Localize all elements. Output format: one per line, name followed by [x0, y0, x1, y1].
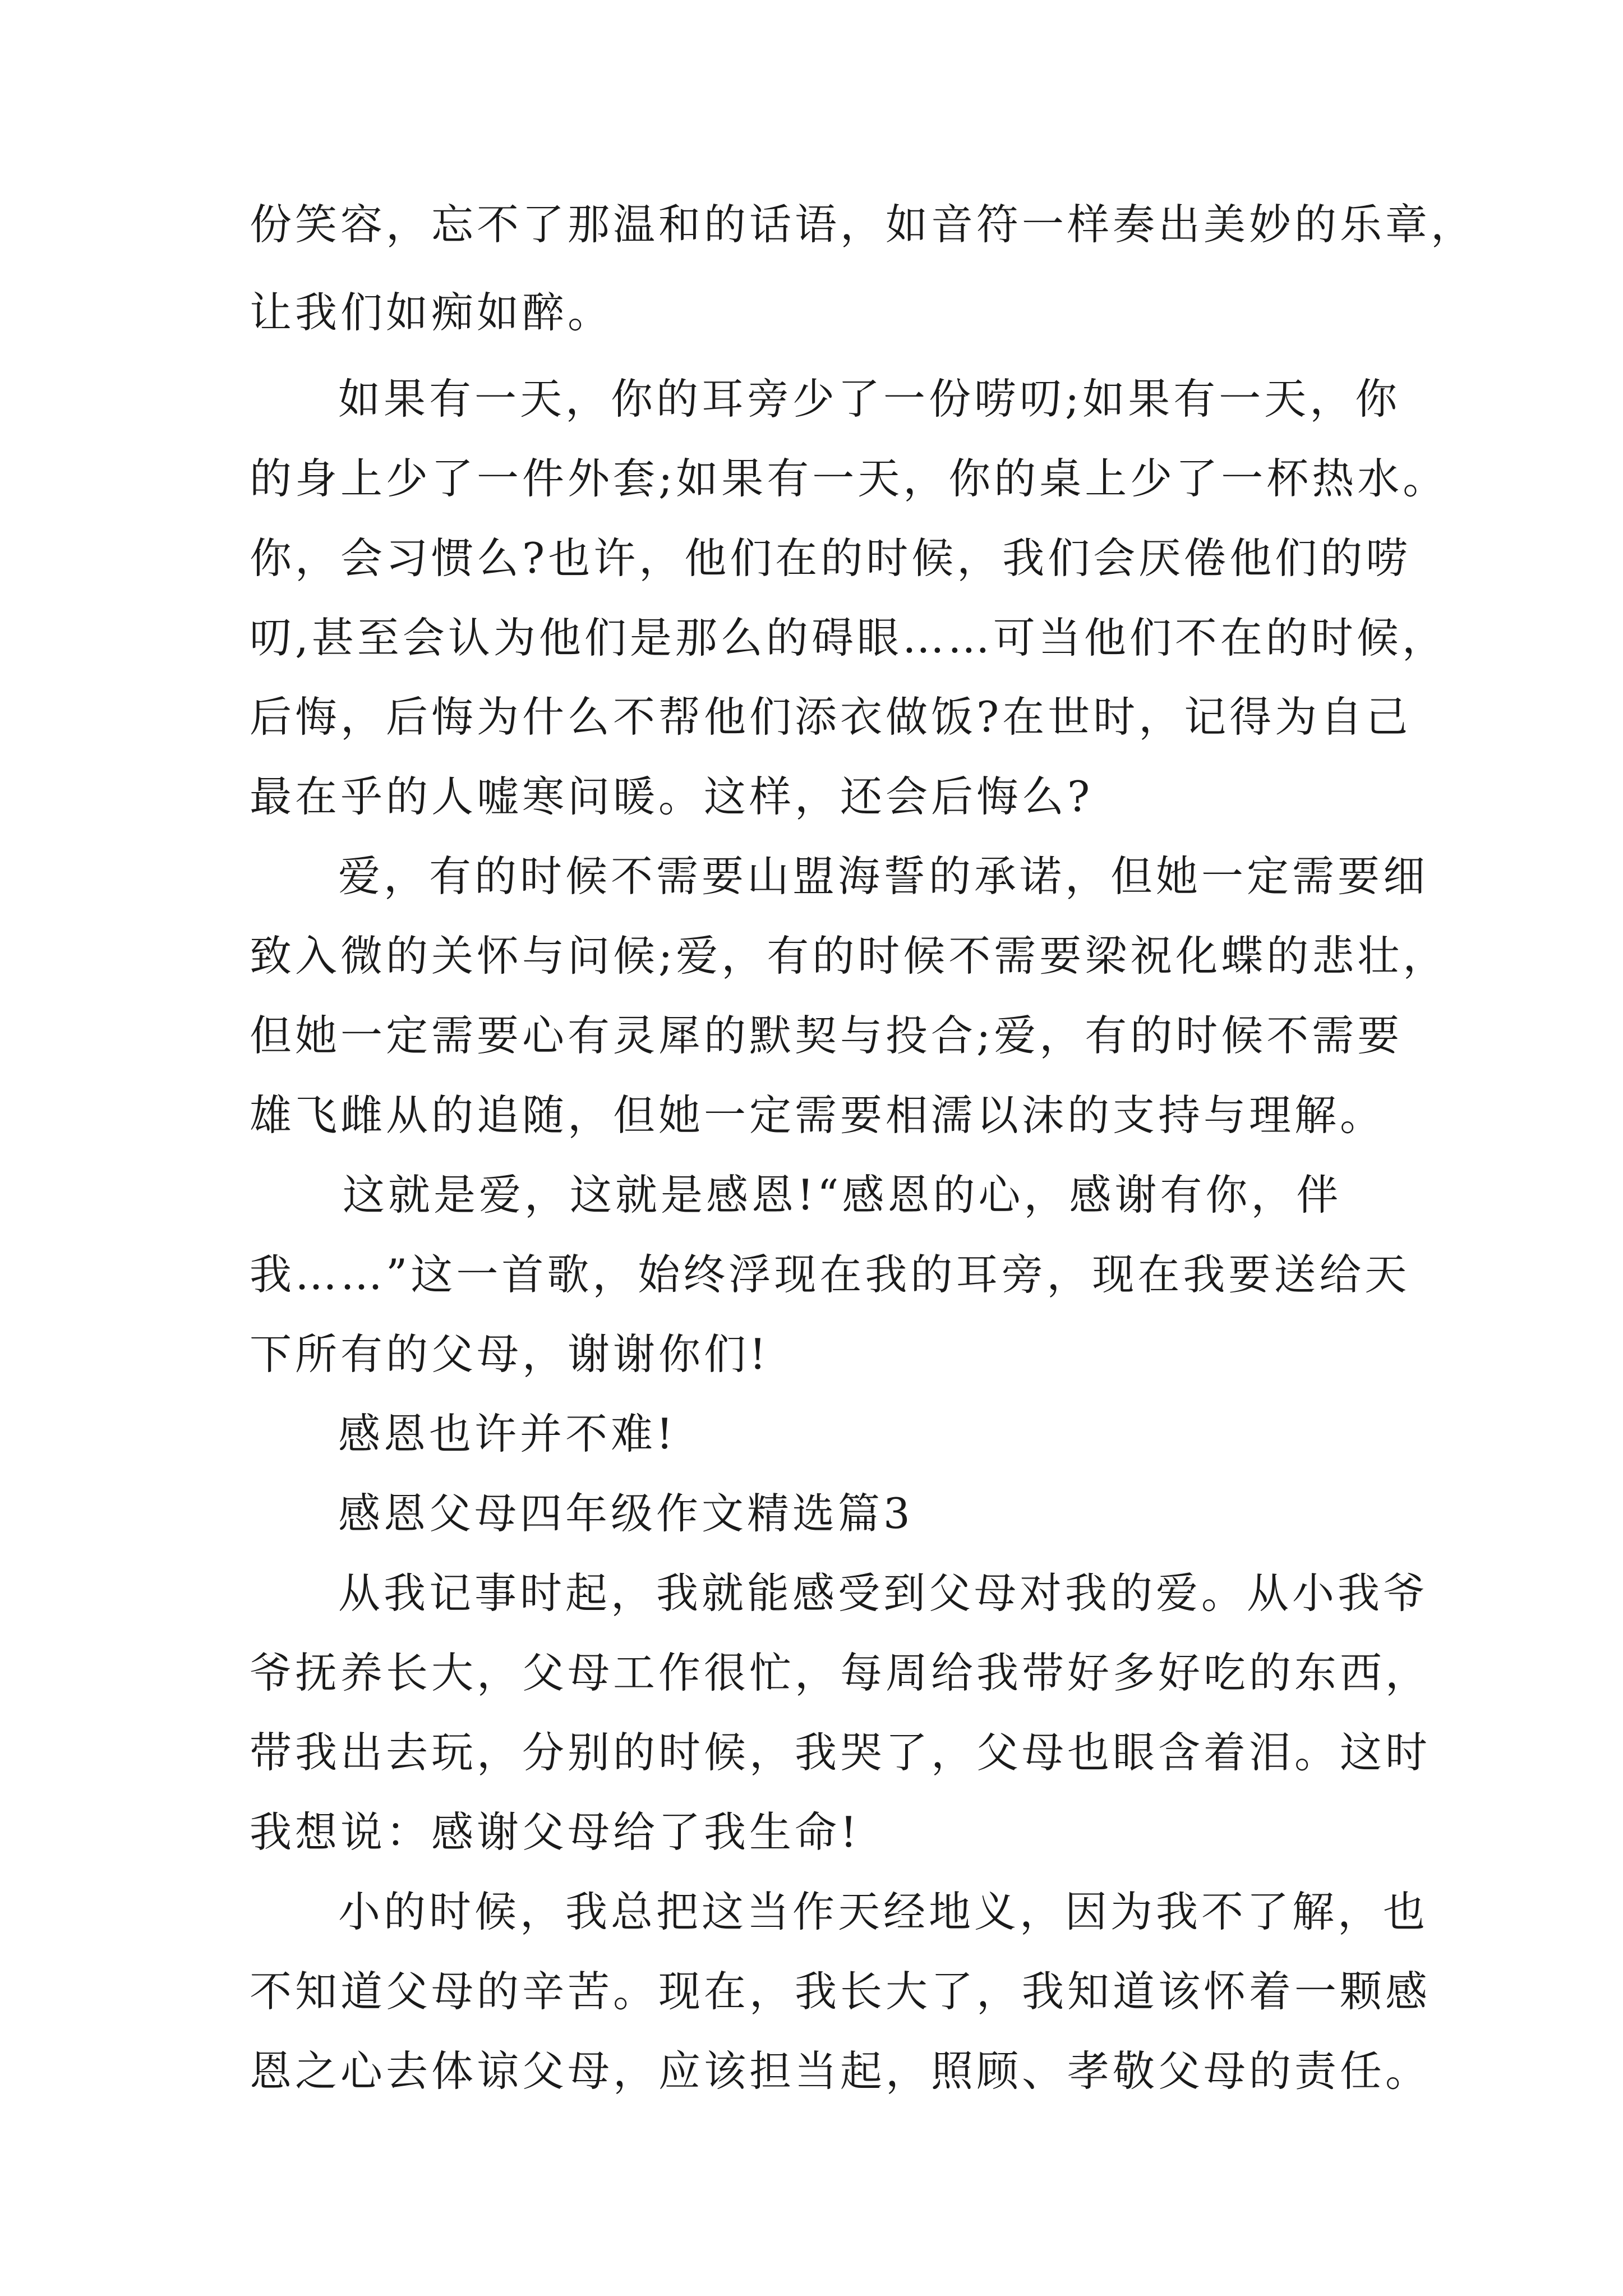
text-line: 致入微的关怀与问候;爱，有的时候不需要梁祝化蝶的悲壮， — [250, 931, 1449, 981]
text-line: 这就是爱，这就是感恩!“感恩的心，感谢有你，伴 — [343, 1170, 1342, 1220]
text-line: 但她一定需要心有灵犀的默契与投合;爱，有的时候不需要 — [250, 1011, 1403, 1060]
text-line: 爱，有的时候不需要山盟海誓的承诺，但她一定需要细 — [338, 852, 1429, 901]
text-line: 如果有一天，你的耳旁少了一份唠叨;如果有一天，你 — [338, 374, 1401, 424]
text-line: 你，会习惯么?也许，他们在的时候，我们会厌倦他们的唠 — [250, 533, 1412, 583]
text-line: 份笑容，忘不了那温和的话语，如音符一样奏出美妙的乐章， — [250, 200, 1477, 249]
text-line: 带我出去玩，分别的时候，我哭了，父母也眼含着泪。这时 — [250, 1728, 1431, 1777]
text-line: 让我们如痴如醉。 — [250, 288, 614, 337]
section-heading: 感恩父母四年级作文精选篇3 — [338, 1489, 914, 1538]
text-line: 爷抚养长大，父母工作很忙，每周给我带好多好吃的东西， — [250, 1648, 1431, 1697]
text-line: 不知道父母的辛苦。现在，我长大了，我知道该怀着一颗感 — [250, 1967, 1431, 2016]
text-line: 雄飞雌从的追随，但她一定需要相濡以沫的支持与理解。 — [250, 1091, 1386, 1140]
text-line: 叨,甚至会认为他们是那么的碍眼……可当他们不在的时候， — [250, 613, 1447, 662]
text-line: 我想说：感谢父母给了我生命! — [250, 1807, 861, 1857]
text-line: 恩之心去体谅父母，应该担当起，照顾、孝敬父母的责任。 — [250, 2046, 1431, 2096]
text-line: 感恩也许并不难! — [338, 1409, 677, 1458]
text-line: 小的时候，我总把这当作天经地义，因为我不了解，也 — [338, 1887, 1429, 1936]
text-line: 后悔，后悔为什么不帮他们添衣做饭?在世时，记得为自己 — [250, 692, 1412, 742]
text-line: 下所有的父母，谢谢你们! — [250, 1329, 770, 1379]
text-line: 从我记事时起，我就能感受到父母对我的爱。从小我爷 — [338, 1568, 1429, 1618]
text-line: 的身上少了一件外套;如果有一天，你的桌上少了一杯热水。 — [250, 454, 1449, 503]
text-line: 最在乎的人嘘寒问暖。这样，还会后悔么? — [250, 772, 1094, 821]
text-line: 我……”这一首歌，始终浮现在我的耳旁，现在我要送给天 — [250, 1250, 1410, 1299]
